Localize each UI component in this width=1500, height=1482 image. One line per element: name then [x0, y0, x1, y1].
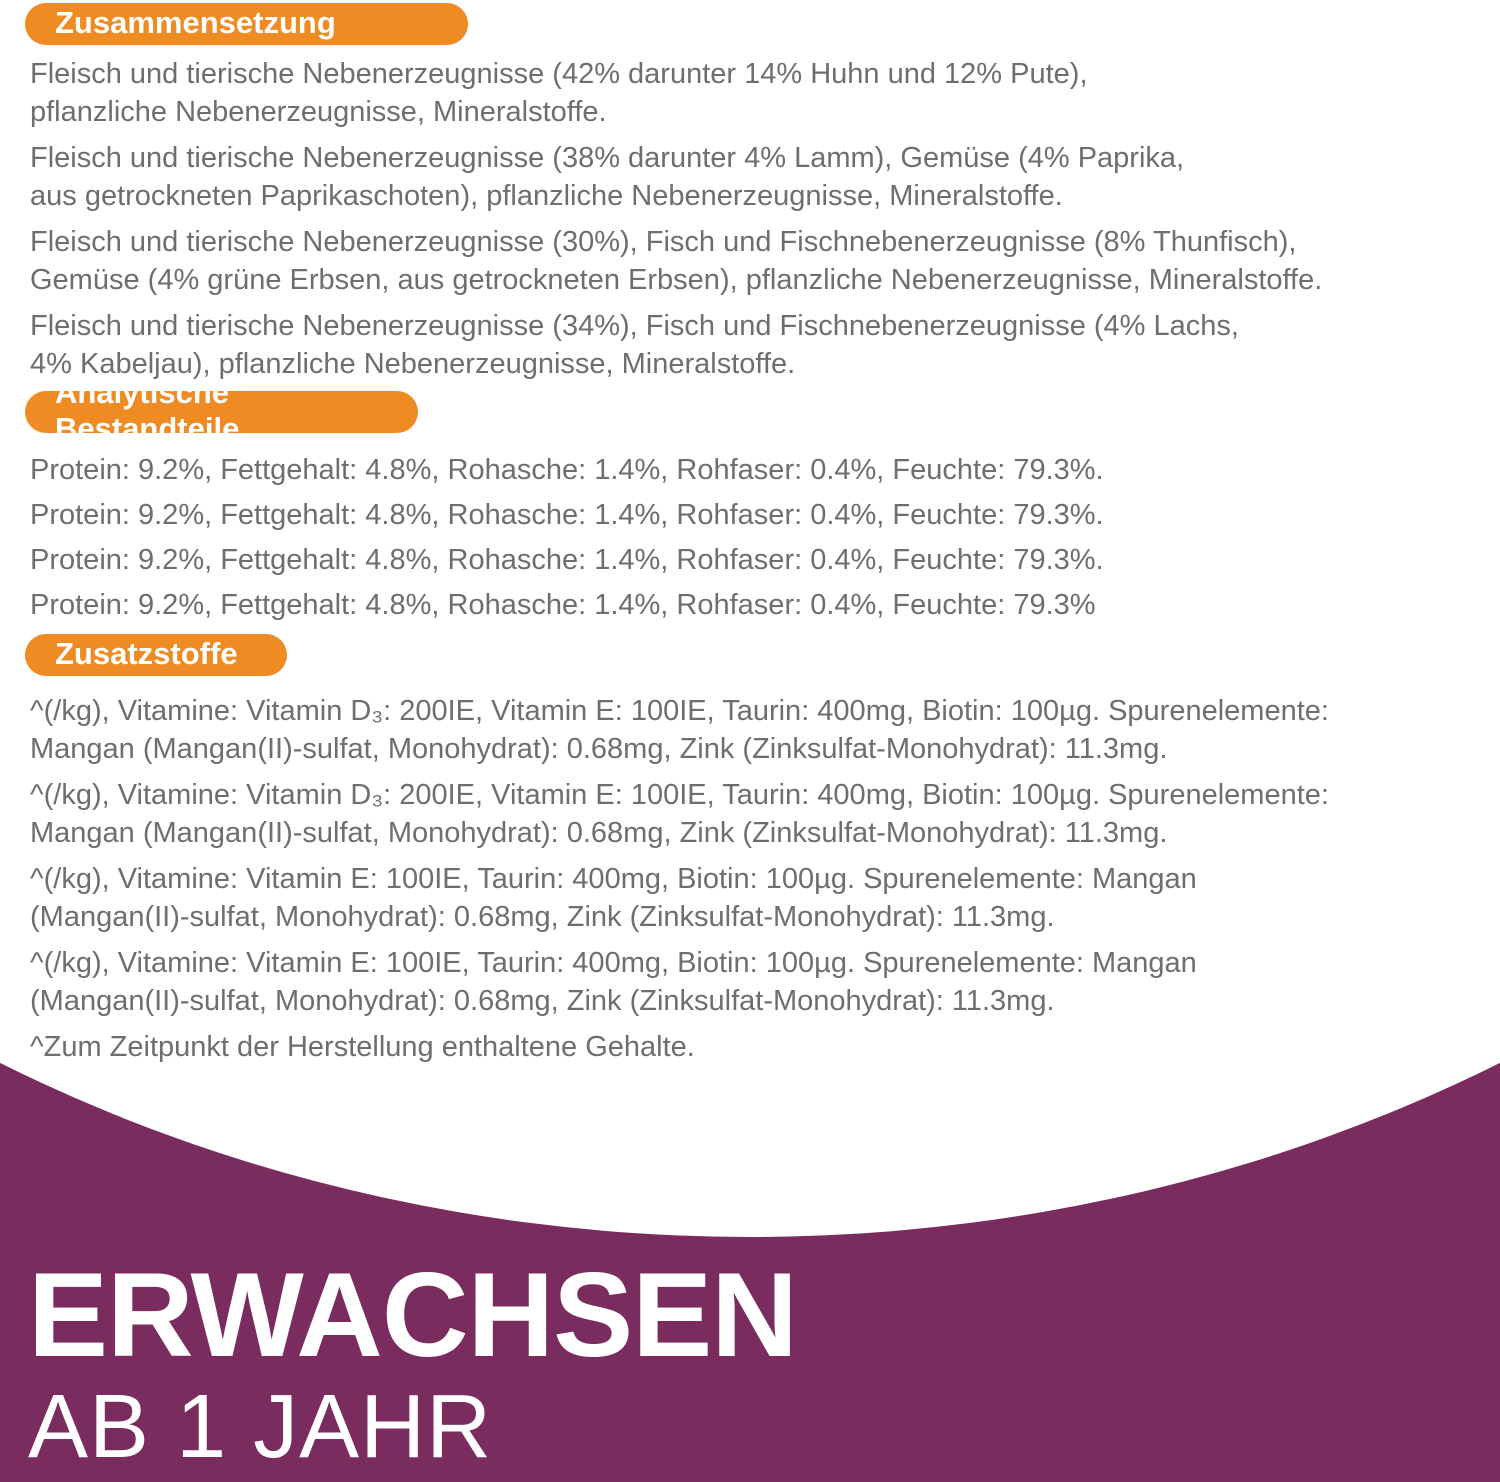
- additives-text: [30, 692, 1329, 1066]
- text-line: ^(/kg), Vitamine: Vitamin E: 100IE, Taurin: 400mg, Biotin: 100µg. Spurenelemente: Mangan: [30, 863, 1197, 895]
- text-line: Gemüse (4% grüne Erbsen, aus getrockneten Erbsen), pflanzliche Nebenerzeugnisse, Mineralstoffe.: [30, 264, 1323, 296]
- text-line: Protein: 9.2%, Fettgehalt: 4.8%, Rohasche: 1.4%, Rohfaser: 0.4%, Feuchte: 79.3%: [30, 589, 1096, 621]
- section-header-composition: [25, 3, 468, 45]
- text-line: Fleisch und tierische Nebenerzeugnisse (38% darunter 4% Lamm), Gemüse (4% Paprika,: [30, 142, 1185, 174]
- analytical-text: [30, 448, 1104, 628]
- section-title: Analytische Bestandteile: [55, 375, 240, 446]
- paragraph: [30, 944, 1329, 1020]
- text-line: Fleisch und tierische Nebenerzeugnisse (42% darunter 14% Huhn und 12% Pute),: [30, 58, 1088, 90]
- text-line: (Mangan(II)-sulfat, Monohydrat): 0.68mg, Zink (Zinksulfat-Monohydrat): 11.3mg.: [30, 985, 1055, 1017]
- paragraph: [30, 307, 1322, 383]
- paragraph: [30, 776, 1329, 852]
- text-line: (Mangan(II)-sulfat, Monohydrat): 0.68mg, Zink (Zinksulfat-Monohydrat): 11.3mg.: [30, 901, 1055, 933]
- text-line: ^(/kg), Vitamine: Vitamin D₃: 200IE, Vitamin E: 100IE, Taurin: 400mg, Biotin: 100µg. Spurenelemente:: [30, 695, 1329, 727]
- text-line: Protein: 9.2%, Fettgehalt: 4.8%, Rohasche: 1.4%, Rohfaser: 0.4%, Feuchte: 79.3%.: [30, 544, 1104, 576]
- banner-subtitle: AB 1 JAHR: [28, 1377, 493, 1477]
- additives-paragraphs: [30, 692, 1329, 1020]
- section-header-additives: [25, 634, 287, 676]
- text-line: Mangan (Mangan(II)-sulfat, Monohydrat): 0.68mg, Zink (Zinksulfat-Monohydrat): 11.3mg.: [30, 733, 1168, 765]
- text-line: Protein: 9.2%, Fettgehalt: 4.8%, Rohasche: 1.4%, Rohfaser: 0.4%, Feuchte: 79.3%.: [30, 454, 1104, 486]
- text-line: Mangan (Mangan(II)-sulfat, Monohydrat): 0.68mg, Zink (Zinksulfat-Monohydrat): 11.3mg.: [30, 817, 1168, 849]
- text-line: aus getrockneten Paprikaschoten), pflanzliche Nebenerzeugnisse, Mineralstoffe.: [30, 180, 1063, 212]
- section-title: Zusammensetzung: [55, 5, 336, 40]
- text-line: ^(/kg), Vitamine: Vitamin E: 100IE, Taurin: 400mg, Biotin: 100µg. Spurenelemente: Mangan: [30, 947, 1197, 979]
- text-line: Fleisch und tierische Nebenerzeugnisse (34%), Fisch und Fischnebenerzeugnisse (4% Lachs,: [30, 310, 1239, 342]
- text-line: Protein: 9.2%, Fettgehalt: 4.8%, Rohasche: 1.4%, Rohfaser: 0.4%, Feuchte: 79.3%.: [30, 499, 1104, 531]
- paragraph: [30, 692, 1329, 768]
- text-line: ^(/kg), Vitamine: Vitamin D₃: 200IE, Vitamin E: 100IE, Taurin: 400mg, Biotin: 100µg. Spurenelemente:: [30, 779, 1329, 811]
- text-line: Fleisch und tierische Nebenerzeugnisse (30%), Fisch und Fischnebenerzeugnisse (8% Thunfisch),: [30, 226, 1297, 258]
- manufacturing-footnote: ^Zum Zeitpunkt der Herstellung enthaltene Gehalte.: [30, 1031, 695, 1063]
- text-line: 4% Kabeljau), pflanzliche Nebenerzeugnisse, Mineralstoffe.: [30, 348, 796, 380]
- banner-title: ERWACHSEN: [28, 1248, 797, 1382]
- paragraph: [30, 139, 1322, 215]
- section-title: Zusatzstoffe: [55, 636, 238, 671]
- paragraph: [30, 223, 1322, 299]
- text-line: pflanzliche Nebenerzeugnisse, Mineralstoffe.: [30, 96, 607, 128]
- composition-text: [30, 55, 1322, 391]
- paragraph: [30, 55, 1322, 131]
- section-header-analytical: [25, 375, 418, 446]
- paragraph: [30, 860, 1329, 936]
